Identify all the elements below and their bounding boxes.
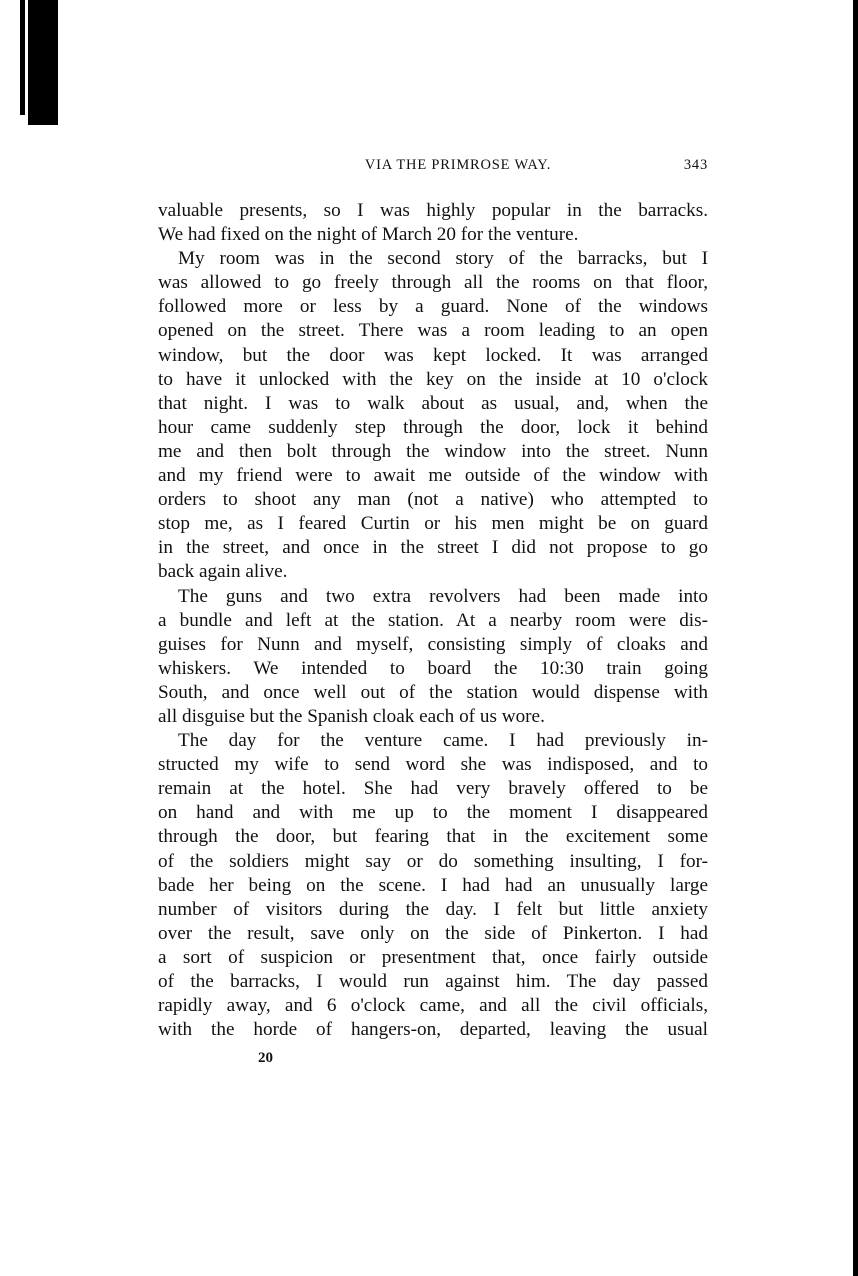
text-line: opened on the street. There was a room leading to an open: [158, 320, 708, 342]
text-line: stop me, as I feared Curtin or his men might be on guard: [158, 513, 708, 535]
text-line: structed my wife to send word she was indisposed, and to: [158, 754, 708, 776]
text-line: window, but the door was kept locked. It was arranged: [158, 344, 708, 366]
text-line: of the soldiers might say or do something insulting, I for-: [158, 850, 708, 872]
signature-mark: 20: [258, 1050, 273, 1066]
text-line: bade her being on the scene. I had had an unusually large: [158, 874, 708, 896]
text-line: South, and once well out of the station would dispense with: [158, 681, 708, 703]
text-line: The guns and two extra revolvers had been made into: [178, 585, 708, 607]
text-line: My room was in the second story of the barracks, but I: [178, 248, 708, 270]
running-title: VIA THE PRIMROSE WAY.: [364, 157, 552, 173]
text-line: all disguise but the Spanish cloak each of us wore.: [158, 705, 545, 727]
text-line: was allowed to go freely through all the rooms on that floor,: [158, 272, 708, 294]
page-number: 343: [683, 157, 708, 173]
text-line: rapidly away, and 6 o'clock came, and all the civil officials,: [158, 995, 708, 1017]
text-line: a bundle and left at the station. At a nearby room were dis-: [158, 609, 708, 631]
scan-binding-shadow: [28, 0, 58, 125]
text-line: whiskers. We intended to board the 10:30 train going: [158, 657, 708, 679]
text-line: to have it unlocked with the key on the inside at 10 o'clock: [158, 368, 708, 390]
text-line: guises for Nunn and myself, consisting simply of cloaks and: [158, 633, 708, 655]
scan-page-edge: [853, 0, 858, 1276]
text-line: orders to shoot any man (not a native) who attempted to: [158, 489, 708, 511]
scan-binding-shadow: [20, 0, 25, 115]
text-line: that night. I was to walk about as usual, and, when the: [158, 392, 708, 414]
text-line: me and then bolt through the window into the street. Nunn: [158, 440, 708, 462]
text-line: hour came suddenly step through the door, lock it behind: [158, 416, 708, 438]
body-text: [158, 199, 708, 1042]
text-line: through the door, but fearing that in the excitement some: [158, 826, 708, 848]
text-line: followed more or less by a guard. None of the windows: [158, 296, 708, 318]
text-line: back again alive.: [158, 561, 288, 583]
page-header: [158, 157, 708, 179]
text-line: valuable presents, so I was highly popular in the barracks.: [158, 200, 708, 221]
text-line: We had fixed on the night of March 20 for the venture.: [158, 224, 579, 246]
text-line: remain at the hotel. She had very bravely offered to be: [158, 778, 708, 800]
text-line: over the result, save only on the side of Pinkerton. I had: [158, 922, 708, 944]
text-line: number of visitors during the day. I felt but little anxiety: [158, 898, 708, 920]
text-line: on hand and with me up to the moment I disappeared: [158, 802, 708, 824]
text-line: with the horde of hangers-on, departed, leaving the usual: [158, 1019, 708, 1041]
text-line: and my friend were to await me outside of the window with: [158, 465, 708, 487]
text-line: The day for the venture came. I had previously in-: [178, 730, 708, 752]
text-line: of the barracks, I would run against him. The day passed: [158, 971, 708, 992]
text-line: in the street, and once in the street I did not propose to go: [158, 537, 708, 559]
text-line: a sort of suspicion or presentment that, once fairly outside: [158, 946, 708, 968]
